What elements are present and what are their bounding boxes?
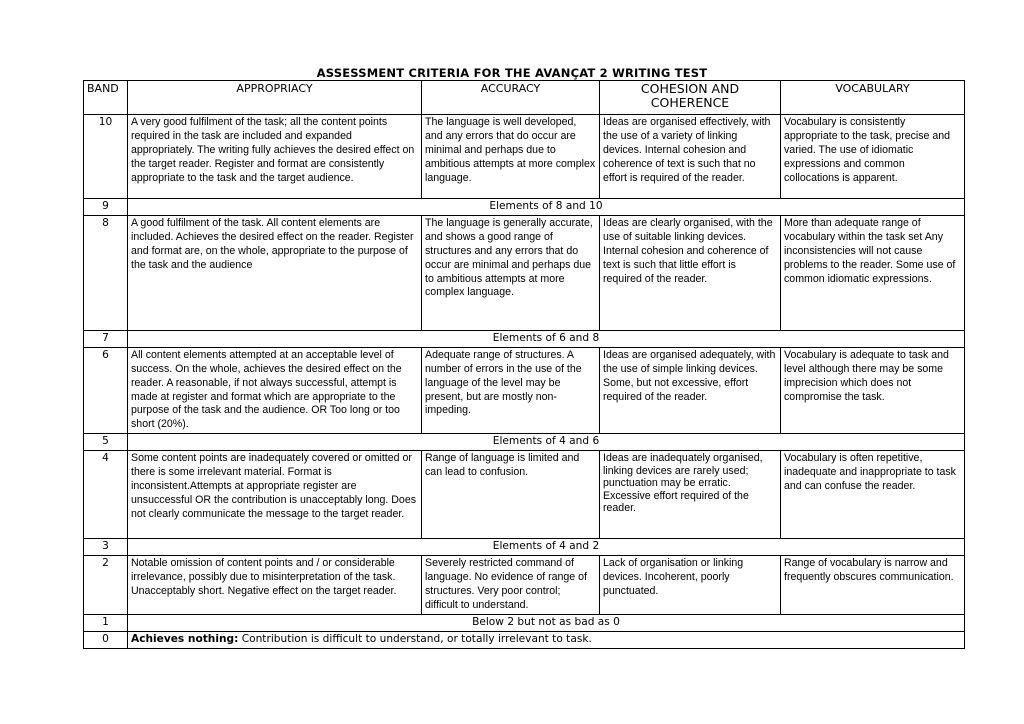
band-4-row [84, 451, 965, 539]
band-number: 5 [84, 434, 128, 451]
band-2-cohesion: Lack of organisation or linking devices. Incoherent, poorly punctuated. [600, 556, 781, 615]
band-4-appropriacy: Some content points are inadequately covered or omitted or there is some irrelevant material. Format is inconsistent.Attempts at appropriate register are unsuccessful OR the contribution is unacceptably long. Does not clearly communicate the message to the target reader. [128, 451, 422, 539]
band-1-row [84, 614, 965, 631]
band-2-row [84, 556, 965, 615]
band-10-cohesion: Ideas are organised effectively, with the use of a variety of linking devices. Internal cohesion and coherence of text is such that no effort is required of the reader. [600, 115, 781, 199]
band-2-appropriacy: Notable omission of content points and / or considerable irrelevance, possibly due to misinterpretation of the task. Unacceptably short. Negative effect on the target reader. [128, 556, 422, 615]
band-6-vocabulary: Vocabulary is adequate to task and level although there may be some imprecision which does not compromise the task. [781, 347, 965, 433]
band-0-row [84, 631, 965, 648]
band-number: 6 [84, 347, 128, 433]
band-3-description: Elements of 4 and 2 [128, 539, 965, 556]
header-cohesion-line2: COHERENCE [650, 94, 730, 110]
band-10-accuracy: The language is well developed, and any errors that do occur are minimal and perhaps due to ambitious attempts at more complex language. [422, 115, 600, 199]
band-5-row [84, 434, 965, 451]
band-5-description: Elements of 4 and 6 [128, 434, 965, 451]
header-cohesion [600, 81, 781, 115]
band-number: 3 [84, 539, 128, 556]
band-2-vocabulary: Range of vocabulary is narrow and frequently obscures communication. [781, 556, 965, 615]
band-number: 10 [84, 115, 128, 199]
band-0-text: Contribution is difficult to understand, or totally irrelevant to task. [238, 632, 592, 645]
header-vocabulary: VOCABULARY [781, 81, 965, 115]
band-9-description: Elements of 8 and 10 [128, 199, 965, 216]
band-number: 2 [84, 556, 128, 615]
band-7-description: Elements of 6 and 8 [128, 330, 965, 347]
assessment-table [83, 80, 965, 649]
band-0-bold-label: Achieves nothing: [131, 632, 239, 645]
header-row [84, 81, 965, 115]
band-number: 7 [84, 330, 128, 347]
band-8-vocabulary: More than adequate range of vocabulary within the task set Any inconsistencies will not cause problems to the reader. Some use of common idiomatic expressions. [781, 215, 965, 330]
band-10-row [84, 115, 965, 199]
band-6-cohesion: Ideas are organised adequately, with the use of simple linking devices. Some, but not excessive, effort required of the reader. [600, 347, 781, 433]
band-8-accuracy: The language is generally accurate, and shows a good range of structures and any errors that do occur are minimal and perhaps due to ambitious attempts at more complex language. [422, 215, 600, 330]
band-number: 1 [84, 614, 128, 631]
band-10-appropriacy: A very good fulfilment of the task; all the content points required in the task are included and expanded appropriately. The writing fully achieves the desired effect on the target reader. Register and format are consistently appropriate to the task and the target audience. [128, 115, 422, 199]
band-4-accuracy: Range of language is limited and can lead to confusion. [422, 451, 600, 539]
band-6-accuracy: Adequate range of structures. A number of errors in the use of the language of the level may be present, but are mostly non-impeding. [422, 347, 600, 433]
band-8-cohesion: Ideas are clearly organised, with the use of suitable linking devices. Internal cohesion and coherence of text is such that little effort is required of the reader. [600, 215, 781, 330]
band-number: 0 [84, 631, 128, 648]
band-10-vocabulary: Vocabulary is consistently appropriate to the task, precise and varied. The use of idiomatic expressions and common collocations is apparent. [781, 115, 965, 199]
band-6-row [84, 347, 965, 433]
header-cohesion-line1: COHESION AND [640, 81, 740, 96]
header-accuracy: ACCURACY [422, 81, 600, 115]
header-appropriacy: APPROPRIACY [128, 81, 422, 115]
band-0-description [128, 631, 965, 648]
header-band: BAND [84, 81, 128, 115]
band-number: 9 [84, 199, 128, 216]
band-2-accuracy: Severely restricted command of language. No evidence of range of structures. Very poor control; difficult to understand. [422, 556, 600, 615]
band-3-row [84, 539, 965, 556]
band-number: 4 [84, 451, 128, 539]
band-number: 8 [84, 215, 128, 330]
band-4-vocabulary: Vocabulary is often repetitive, inadequate and inappropriate to task and can confuse the reader. [781, 451, 965, 539]
band-7-row [84, 330, 965, 347]
document-title: ASSESSMENT CRITERIA FOR THE AVANÇAT 2 WRITING TEST [316, 66, 708, 80]
band-9-row [84, 199, 965, 216]
band-6-appropriacy: All content elements attempted at an acceptable level of success. On the whole, achieves the desired effect on the reader. A reasonable, if not always successful, attempt is made at register and format which are appropriate to the purpose of the task and the audience. OR Too long or too short (20%). [128, 347, 422, 433]
band-8-row [84, 215, 965, 330]
band-4-cohesion: Ideas are inadequately organised, linking devices are rarely used; punctuation may be erratic. Excessive effort required of the reader. [600, 451, 781, 539]
band-8-appropriacy: A good fulfilment of the task. All content elements are included. Achieves the desired effect on the reader. Register and format are, on the whole, appropriate to the purpose of the task and the audience [128, 215, 422, 330]
band-1-description: Below 2 but not as bad as 0 [128, 614, 965, 631]
